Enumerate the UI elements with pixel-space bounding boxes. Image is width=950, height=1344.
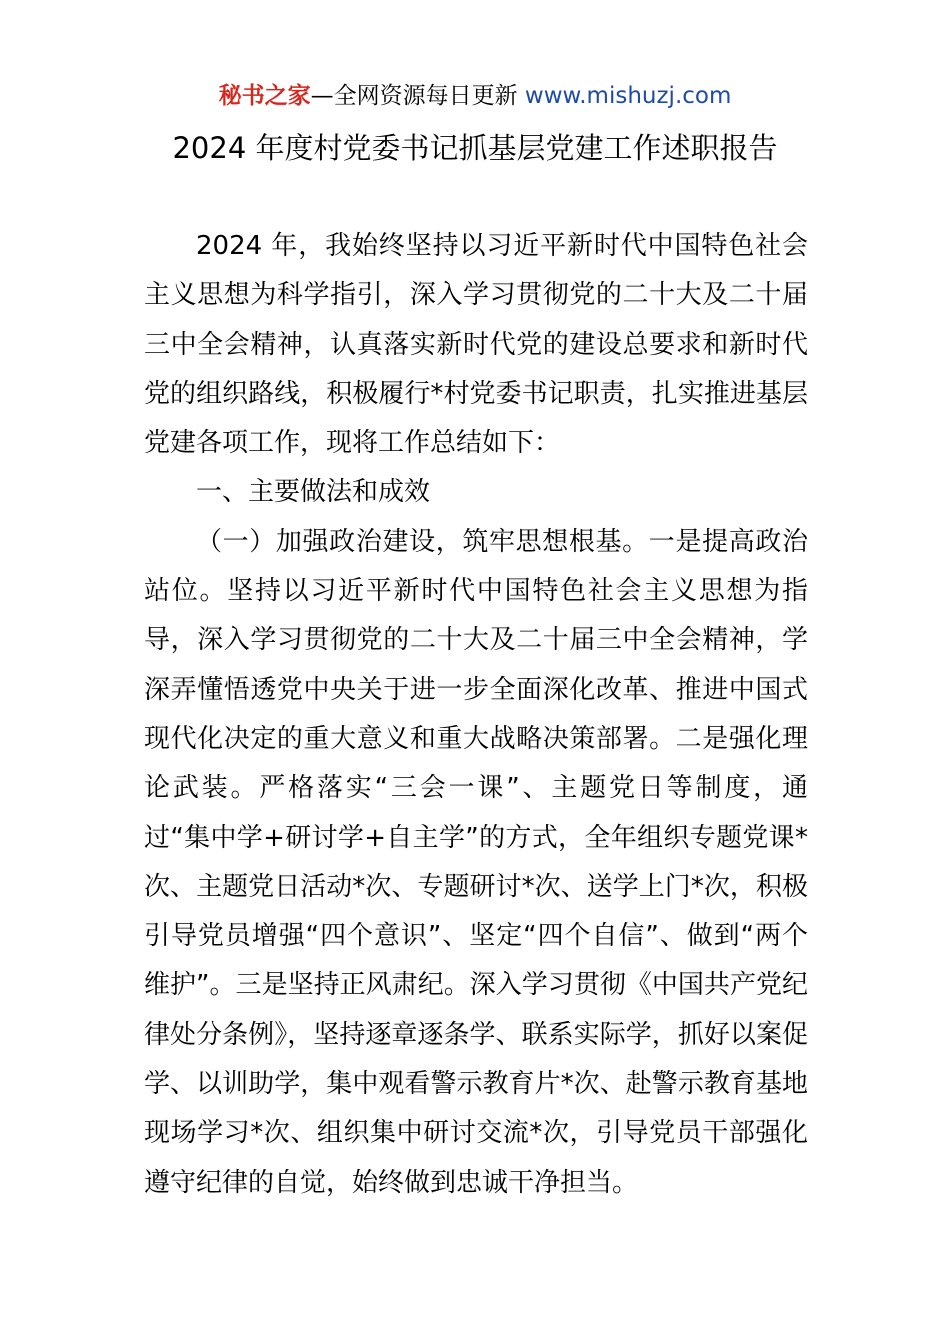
body-paragraph: （一）加强政治建设，筑牢思想根基。一是提高政治站位。坚持以习近平新时代中国特色社会主义思想为指导，深入学习贯彻党的二十大及二十届三中全会精神，学深弄懂悟透党中央关于进一步全面深化改革、推进中国式现代化决定的重大意义和重大战略决策部署。二是强化理论武装。严格落实“三会一课”、主题党日等制度，通过“集中学+研讨学+自主学”的方式，全年组织专题党课*次、主题党日活动*次、专题研讨*次、送学上门*次，积极引导党员增强“四个意识”、坚定“四个自信”、做到“两个维护”。三是坚持正风肃纪。深入学习贯彻《中国共产党纪律处分条例》，坚持逐章逐条学、联系实际学，抓好以案促学、以训助学，集中观看警示教育片*次、赴警示教育基地现场学习*次、组织集中研讨交流*次，引导党员干部强化遵守纪律的自觉，始终做到忠诚干净担当。 — [144, 526, 808, 1198]
document-body — [144, 222, 808, 1208]
intro-paragraph: 2024 年，我始终坚持以习近平新时代中国特色社会主义思想为科学指引，深入学习贯彻党的二十大及二十届三中全会精神，认真落实新时代党的建设总要求和新时代党的组织路线，积极履行*村党委书记职责，扎实推进基层党建各项工作，现将工作总结如下： — [144, 231, 808, 459]
brand-name: 秘书之家 — [218, 83, 311, 109]
site-header — [0, 80, 950, 112]
site-url-link[interactable]: www.mishuzj.com — [524, 83, 732, 109]
section-heading: 一、主要做法和成效 — [196, 477, 431, 508]
document-title: 2024 年度村党委书记抓基层党建工作述职报告 — [172, 131, 778, 165]
site-tagline: —全网资源每日更新 — [310, 83, 518, 109]
